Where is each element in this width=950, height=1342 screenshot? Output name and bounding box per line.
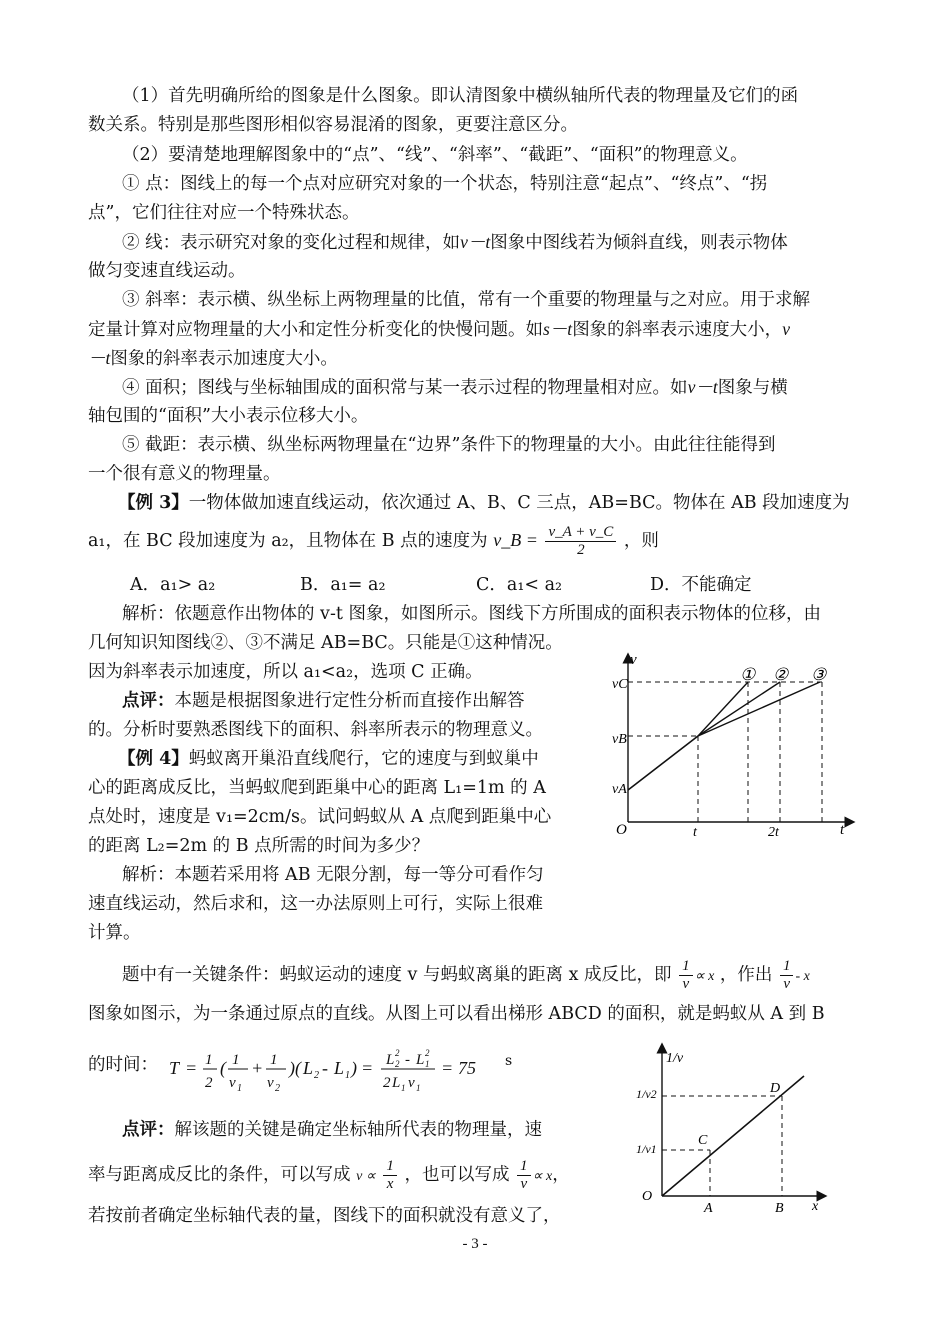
example4-key-1 (122, 958, 810, 993)
vb-formula-lhs: v_B = (493, 530, 538, 550)
svg-text:2: 2 (395, 1059, 400, 1069)
text: 图象的斜率表示速度大小， (572, 320, 783, 340)
example4-analysis-2: 速直线运动，然后求和，这一办法原则上可行，实际上很难 (88, 894, 543, 914)
svg-text:T: T (169, 1058, 180, 1078)
svg-text:=: = (185, 1058, 198, 1078)
svg-text:L: L (303, 1058, 314, 1078)
svg-text:-: - (405, 1052, 410, 1068)
example3-analysis-1: 解析：依题意作出物体的 v-t 图象，如图所示。图线下方所围成的面积表示物体的位移，由 (122, 604, 821, 624)
text: ，作出 (719, 965, 773, 985)
point-d-label: D (770, 1081, 781, 1096)
option-d: D．不能确定 (650, 575, 752, 595)
example4-line4: 的距离 L₂=2m 的 B 点所需的时间为多少？ (88, 836, 430, 856)
paragraph-4b: 做匀变速直线运动。 (88, 261, 246, 281)
text: 本题是根据图象进行定性分析而直接作出解答 (174, 691, 525, 711)
example4-line1 (118, 745, 539, 774)
text: a₁，在 BC 段加速度为 a₂，且物体在 B 点的速度为 (88, 531, 488, 551)
paragraph-5c (88, 344, 338, 374)
svg-text:L: L (392, 1075, 401, 1091)
text: 图象中图线若为倾斜直线，则表示物体 (490, 233, 788, 253)
inv-v-fraction: $\frac{1}{v}$ (517, 1158, 531, 1193)
proportional-symbol: ∝ x (694, 969, 715, 984)
vt-graph (610, 650, 860, 840)
text: 一物体做加速直线运动，依次通过 A、B、C 三点，AB=BC。物体在 AB 段加速度为 (188, 493, 850, 513)
x-axis-label: x (812, 1199, 819, 1214)
origin-label: O (642, 1189, 653, 1204)
vt-symbol: v－t (460, 232, 491, 252)
example4-comment-1 (122, 1116, 542, 1145)
text: ，也可以写成 (404, 1165, 510, 1185)
example4-time-line (88, 1051, 158, 1080)
paragraph-1a: （1）首先明确所给的图象是什么图象。即认清图象中横纵轴所代表的物理量及它们的函 (122, 86, 799, 106)
example3-line1 (118, 489, 850, 518)
text: 解该题的关键是确定坐标轴所代表的物理量，速 (174, 1120, 542, 1140)
vt-line-2 (698, 682, 780, 736)
svg-text:1: 1 (270, 1052, 278, 1068)
example3-label: 【例 3】 (118, 493, 189, 513)
svg-text:1: 1 (232, 1052, 240, 1068)
svg-text:2: 2 (205, 1075, 213, 1091)
svg-text:v: v (267, 1075, 274, 1091)
svg-text:L: L (416, 1052, 425, 1068)
time-unit: s (505, 1053, 513, 1069)
x-axis-label: t (840, 822, 845, 838)
vb-label: vB (612, 732, 627, 747)
paragraph-3a: ① 点：图线上的每一个点对应研究对象的一个状态，特别注意“起点”、“终点”、“拐 (122, 174, 768, 194)
text: 图象与横 (717, 378, 788, 398)
example3-comment-2: 的。分析时要熟悉图线下的面积、斜率所表示的物理意义。 (88, 720, 543, 740)
y-axis-label: 1/v (666, 1051, 684, 1066)
option-c: C．a₁< a₂ (476, 575, 563, 595)
text: 图象的斜率表示加速度大小。 (110, 349, 338, 369)
example4-line2: 心的距离成反比，当蚂蚁爬到距巢中心的距离 L₁=1m 的 A (88, 778, 546, 798)
t-tick-label: t (693, 825, 697, 840)
st-symbol: s－t (543, 319, 573, 339)
text: 题中有一关键条件：蚂蚁运动的速度 v 与蚂蚁离巢的距离 x 成反比，即 (122, 965, 672, 985)
y-axis-label: v (630, 652, 637, 668)
svg-text:v: v (229, 1075, 236, 1091)
example3-line2 (88, 524, 659, 559)
vt-line-common (628, 736, 698, 790)
inv-v-fraction: $\frac{1}{v}$ (679, 958, 693, 993)
example4-comment-2 (88, 1158, 570, 1193)
v-proportional: v ∝ (356, 1169, 376, 1184)
text: ， (552, 1165, 570, 1185)
svg-text:v: v (408, 1075, 415, 1091)
text: ② 线：表示研究对象的变化过程和规律，如 (122, 233, 461, 253)
svg-text:)(: )( (289, 1058, 301, 1078)
origin-label: O (616, 822, 627, 838)
example4-comment-3: 若按前者确定坐标轴代表的量，图线下的面积就没有意义了， (88, 1206, 561, 1226)
svg-text:-: - (322, 1058, 328, 1078)
text: ④ 面积；图线与坐标轴围成的面积常与某一表示过程的物理量相对应。如 (122, 378, 688, 398)
paragraph-5a: ③ 斜率：表示横、纵坐标上两物理量的比值，常有一个重要的物理量与之对应。用于求解 (122, 290, 811, 310)
svg-text:+: + (251, 1058, 264, 1078)
comment-label: 点评： (122, 691, 175, 711)
svg-text:2: 2 (425, 1048, 430, 1058)
vb-formula-fraction (545, 524, 616, 559)
example4-analysis-3: 计算。 (88, 923, 141, 943)
svg-text:1: 1 (345, 1070, 350, 1081)
page-number: - 3 - (462, 1236, 488, 1252)
option-a: A．a₁> a₂ (130, 575, 216, 595)
svg-text:2: 2 (383, 1075, 391, 1091)
dash-x: - x (795, 969, 810, 984)
vt-line-1 (698, 682, 748, 736)
va-label: vA (612, 782, 627, 797)
svg-text:1: 1 (237, 1083, 242, 1094)
option-b: B．a₁= a₂ (300, 575, 386, 595)
proportional-x: ∝ x (532, 1169, 553, 1184)
svg-text:=: = (441, 1058, 454, 1078)
inv-v1-label: 1/v1 (636, 1142, 657, 1156)
inv-v2-label: 1/v2 (636, 1087, 657, 1101)
paragraph-5b (88, 315, 790, 345)
svg-text:75: 75 (458, 1058, 476, 1078)
svg-text:L: L (334, 1058, 345, 1078)
vt-symbol: v－t (687, 377, 718, 397)
point-c-label: C (698, 1133, 708, 1148)
svg-text:=: = (361, 1058, 374, 1078)
svg-text:): ) (351, 1058, 357, 1078)
inv-v-line (662, 1076, 804, 1196)
text: ，则 (623, 531, 659, 551)
text: 蚂蚁离开巢沿直线爬行，它的速度与到蚁巢中 (188, 749, 539, 769)
example4-key-2: 图象如图示，为一条通过原点的直线。从图上可以看出梯形 ABCD 的面积，就是蚂蚁从 A 到 B (88, 1004, 825, 1024)
example4-line3: 点处时，速度是 v₁=2cm/s。试问蚂蚁从 A 点爬到距巢中心 (88, 807, 552, 827)
curve-label-3: ③ (811, 665, 827, 684)
vt-line-3 (698, 682, 820, 736)
svg-text:1: 1 (205, 1052, 213, 1068)
text: 率与距离成反比的条件，可以写成 (88, 1165, 351, 1185)
svg-text:2: 2 (314, 1070, 319, 1081)
paragraph-4a (122, 228, 788, 258)
curve-label-1: ① (740, 665, 756, 684)
paragraph-6a (122, 373, 788, 403)
example3-analysis-2: 几何知识知图线②、③不满足 AB=BC。只能是①这种情况。 (88, 633, 563, 653)
point-b-label: B (775, 1201, 784, 1216)
paragraph-3b: 点”，它们往往对应一个特殊状态。 (88, 203, 360, 223)
v-symbol: v (782, 319, 790, 339)
example4-analysis-1: 解析：本题若采用将 AB 无限分割，每一等分可看作匀 (122, 865, 544, 885)
paragraph-6b: 轴包围的“面积”大小表示位移大小。 (88, 406, 369, 426)
svg-text:L: L (386, 1052, 395, 1068)
paragraph-2: （2）要清楚地理解图象中的“点”、“线”、“斜率”、“截距”、“面积”的物理意义。 (122, 145, 748, 165)
time-formula (165, 1036, 525, 1102)
t-symbol: －t (88, 348, 111, 368)
example3-analysis-3: 因为斜率表示加速度，所以 a₁<a₂，选项 C 正确。 (88, 662, 483, 682)
inverse-v-graph (632, 1038, 832, 1218)
paragraph-7b: 一个很有意义的物理量。 (88, 464, 281, 484)
svg-text:1: 1 (401, 1083, 406, 1093)
vc-label: vC (612, 677, 628, 692)
inv-x-fraction: $\frac{1}{x}$ (383, 1158, 397, 1193)
inv-v-fraction: $\frac{1}{v}$ (780, 958, 794, 993)
paragraph-7a: ⑤ 截距：表示横、纵坐标两物理量在“边界”条件下的物理量的大小。由此往往能得到 (122, 435, 776, 455)
example4-label: 【例 4】 (118, 749, 189, 769)
svg-text:2: 2 (275, 1083, 280, 1094)
paragraph-1b: 数关系。特别是那些图形相似容易混淆的图象，更要注意区分。 (88, 115, 578, 135)
2t-tick-label: 2t (768, 825, 779, 840)
comment-label: 点评： (122, 1120, 175, 1140)
text: 的时间： (88, 1055, 158, 1075)
svg-text:1: 1 (425, 1059, 430, 1069)
point-a-label: A (704, 1201, 713, 1216)
example3-comment-1 (122, 687, 525, 716)
svg-text:1: 1 (416, 1083, 421, 1093)
vb-formula-numerator: v_A + v_C (545, 524, 616, 542)
text: 定量计算对应物理量的大小和定性分析变化的快慢问题。如 (88, 320, 543, 340)
svg-text:2: 2 (395, 1048, 400, 1058)
vb-formula-denominator: 2 (577, 542, 585, 558)
svg-text:(: ( (220, 1058, 226, 1078)
curve-label-2: ② (773, 665, 789, 684)
